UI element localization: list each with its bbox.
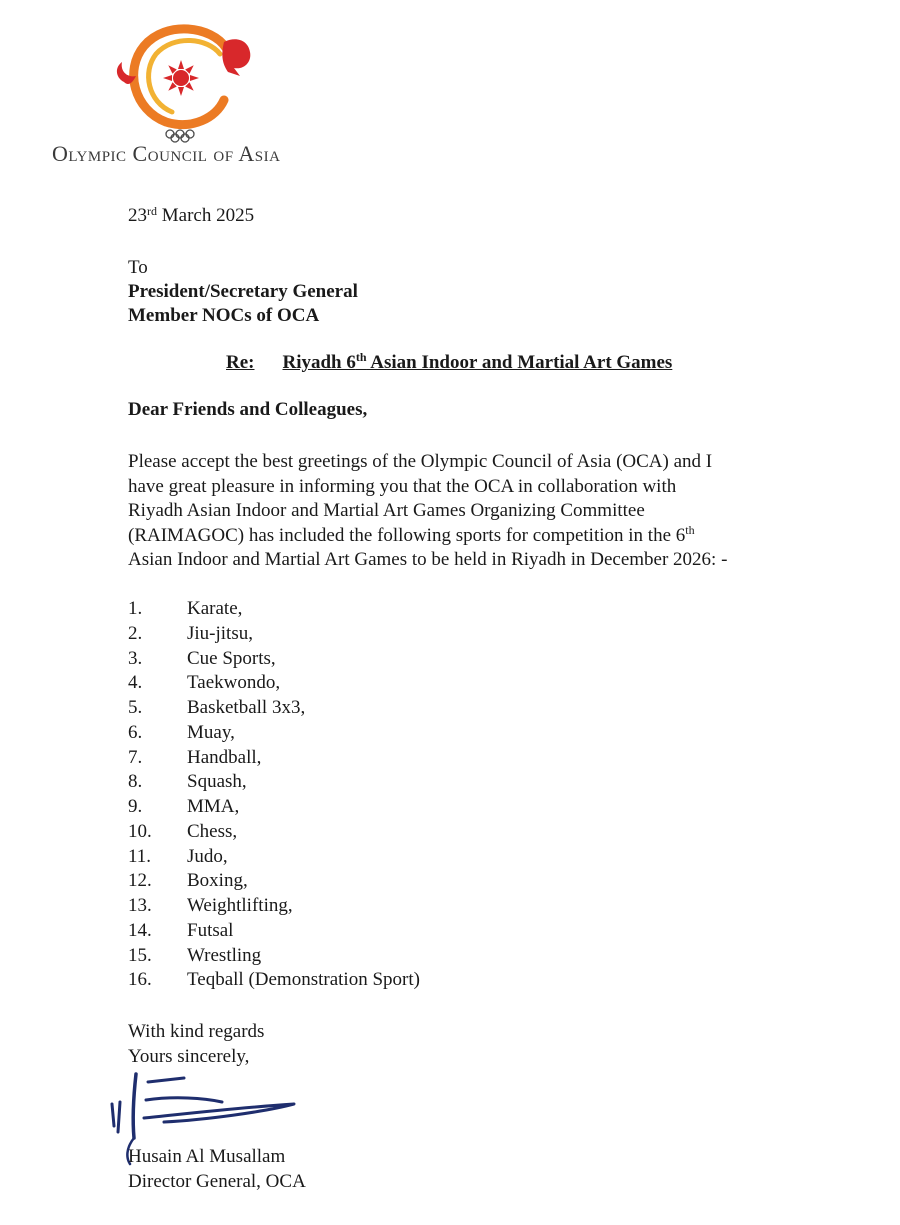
list-item-number: 12. (128, 870, 152, 892)
recipient-line-1: President/Secretary General (128, 281, 358, 302)
list-item (128, 770, 420, 795)
list-item-number: 8. (128, 771, 143, 793)
list-item-number: 7. (128, 746, 143, 768)
list-item (128, 671, 420, 696)
subject-re: Re: (226, 352, 255, 373)
sports-list (128, 597, 420, 993)
list-item-number: 10. (128, 820, 152, 842)
list-item-name: Teqball (Demonstration Sport) (187, 969, 420, 991)
logo-dragon-head (222, 39, 250, 76)
list-item-name: Wrestling (187, 944, 262, 966)
list-item-name: Weightlifting, (187, 895, 293, 916)
recipient-block (128, 256, 358, 328)
list-item-number: 4. (128, 672, 143, 694)
list-item (128, 721, 420, 746)
recipient-to: To (128, 257, 148, 278)
body-line-1: Please accept the best greetings of the Olympic Council of Asia (OCA) and I (128, 451, 713, 472)
body-line-4 (128, 524, 828, 549)
date-day: 23 (128, 205, 147, 226)
list-item-number: 14. (128, 919, 152, 941)
list-item (128, 869, 420, 894)
date-suffix: rd (147, 204, 157, 218)
list-item (128, 894, 420, 919)
signer-name: Husain Al Musallam (128, 1146, 286, 1167)
date-rest: March 2025 (157, 205, 255, 226)
list-item-name: MMA, (187, 796, 240, 817)
subject-line (226, 352, 672, 374)
list-item-name: Karate, (187, 598, 243, 619)
list-item (128, 845, 420, 870)
signer-block (128, 1144, 306, 1194)
closing-block (128, 1019, 264, 1069)
list-item-number: 6. (128, 721, 143, 743)
signer-title: Director General, OCA (128, 1171, 306, 1192)
list-item-name: Cue Sports, (187, 647, 276, 669)
subject-post: Asian Indoor and Martial Art Games (366, 352, 673, 373)
list-item-number: 5. (128, 697, 143, 718)
salutation: Dear Friends and Colleagues, (128, 399, 368, 420)
list-item-name: Jiu-jitsu, (187, 622, 253, 644)
list-item-number: 16. (128, 969, 152, 991)
closing-line-2: Yours sincerely, (128, 1046, 250, 1067)
list-item-name: Judo, (187, 845, 228, 867)
oca-logo (108, 18, 258, 144)
list-item (128, 944, 420, 969)
list-item (128, 968, 420, 993)
list-item-name: Chess, (187, 820, 238, 842)
list-item (128, 622, 420, 647)
list-item (128, 647, 420, 672)
body-paragraph (128, 450, 828, 573)
body-line-4-sup: th (685, 522, 695, 537)
list-item (128, 820, 420, 845)
body-line-2: have great pleasure in informing you that the OCA in collaboration with (128, 475, 677, 497)
list-item-number: 1. (128, 598, 143, 619)
list-item-name: Boxing, (187, 870, 248, 892)
list-item-number: 3. (128, 647, 143, 669)
org-name: Olympic Council of Asia (52, 141, 281, 166)
recipient-line-2: Member NOCs of OCA (128, 305, 320, 326)
body-line-5: Asian Indoor and Martial Art Games to be held in Riyadh in December 2026: - (128, 549, 728, 570)
list-item-name: Handball, (187, 746, 262, 768)
list-item-name: Basketball 3x3, (187, 697, 306, 718)
list-item (128, 919, 420, 944)
body-line-3: Riyadh Asian Indoor and Martial Art Games Organizing Committee (128, 500, 645, 521)
list-item (128, 795, 420, 820)
closing-line-1: With kind regards (128, 1021, 265, 1042)
list-item-number: 11. (128, 845, 152, 867)
list-item-name: Muay, (187, 721, 235, 743)
list-item-name: Taekwondo, (187, 672, 281, 694)
list-item-number: 9. (128, 796, 143, 817)
list-item (128, 746, 420, 771)
list-item-name: Squash, (187, 771, 247, 793)
body-line-4-text: (RAIMAGOC) has included the following sports for competition in the 6 (128, 524, 686, 546)
list-item-number: 13. (128, 895, 152, 916)
list-item (128, 696, 420, 721)
subject-pre: Riyadh 6 (282, 352, 356, 373)
letter-date (128, 205, 254, 227)
list-item-number: 15. (128, 944, 152, 966)
list-item-name: Futsal (187, 919, 234, 941)
list-item (128, 597, 420, 622)
list-item-number: 2. (128, 622, 143, 644)
logo-sun (163, 60, 199, 96)
subject-sup: th (355, 350, 367, 364)
